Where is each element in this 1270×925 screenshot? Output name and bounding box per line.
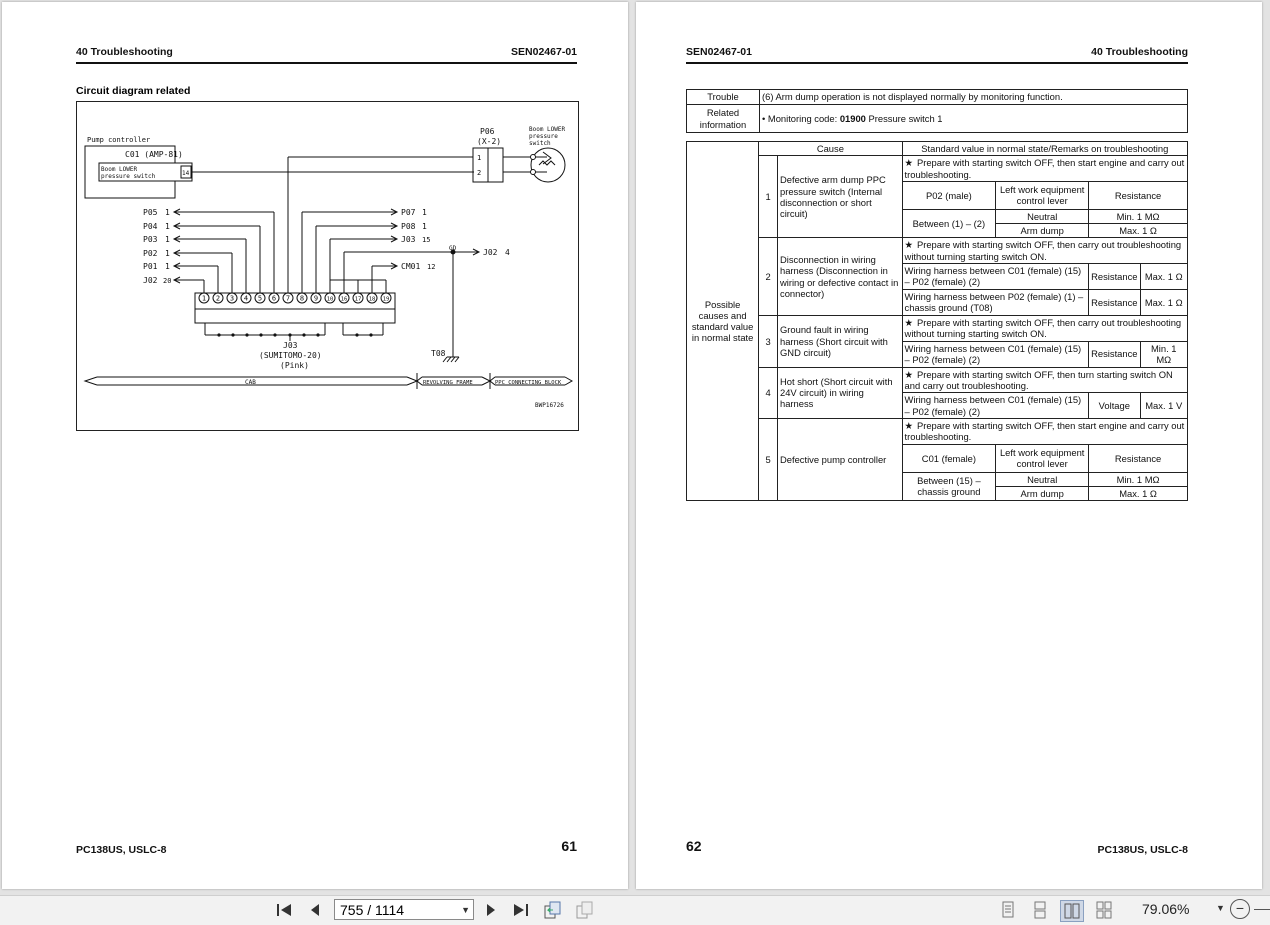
j03-sub-label: (SUMITOMO-20) — [259, 351, 322, 360]
pump-controller-label: Pump controller — [87, 136, 151, 144]
t08-label: T08 — [431, 349, 446, 358]
chevron-down-icon[interactable]: ▼ — [461, 905, 470, 915]
zoom-dropdown-icon[interactable]: ▼ — [1216, 903, 1225, 913]
monitoring-code: 01900 — [839, 112, 866, 124]
p04-label: P04 — [143, 222, 158, 231]
cause-5-note-text: Prepare with starting switch OFF, then start engine and carry out troubleshooting. — [904, 420, 1185, 443]
cause-4-note-text: Prepare with starting switch OFF, then turn starting switch ON and carry out troubleshooting. — [904, 368, 1173, 391]
connector-pin-label: 5 — [257, 294, 263, 303]
cause-2-note — [902, 238, 1187, 264]
cause-4-r1b: Voltage — [1089, 393, 1140, 419]
cause-3-text: Ground fault in wiring harness (Short circuit with GND circuit) — [778, 315, 903, 367]
header-section: 40 Troubleshooting — [1091, 46, 1188, 58]
cause-4-r1c: Max. 1 V — [1140, 393, 1187, 419]
c01-label: C01 (AMP-81) — [125, 150, 183, 159]
connector-pin-label: 19 — [382, 296, 390, 303]
possible-causes-label: Possible causes and standard value in normal state — [687, 142, 759, 501]
header-rule — [76, 62, 577, 64]
cause-5-r2b: Max. 1 Ω — [1089, 486, 1188, 500]
p07-pin: 1 — [422, 208, 427, 217]
two-page-view-icon[interactable] — [1060, 900, 1084, 922]
zoom-slider[interactable] — [1254, 909, 1270, 910]
page-number: 61 — [561, 838, 577, 854]
pressure-switch-line1: Boom LOWER — [529, 126, 566, 133]
cause-1-h1: P02 (male) — [902, 181, 996, 209]
related-label: Related information — [687, 105, 760, 133]
connector-pin-label: 1 — [201, 294, 207, 303]
two-page-continuous-icon[interactable] — [1093, 900, 1115, 920]
zoom-out-icon[interactable]: − — [1230, 899, 1250, 919]
cause-5-between: Between (15) – chassis ground — [902, 472, 996, 501]
cause-2-r1a: Wiring harness between C01 (female) (15) – P02 (female) (2) — [902, 263, 1089, 289]
p06-pin2: 2 — [477, 169, 482, 177]
p06-pin1: 1 — [477, 154, 482, 162]
footer-model: PC138US, USLC-8 — [1097, 844, 1188, 856]
star-icon: ★ — [904, 157, 913, 169]
figure-code: BWP16726 — [535, 402, 564, 409]
star-icon: ★ — [904, 368, 913, 380]
cause-1-text: Defective arm dump PPC pressure switch (Internal disconnection or short circuit) — [778, 156, 903, 238]
connector-pin-label: 17 — [354, 296, 362, 303]
single-page-view-icon[interactable] — [997, 900, 1019, 920]
cause-2-number: 2 — [759, 238, 778, 316]
cab-label: CAB — [245, 379, 256, 386]
section-title: Circuit diagram related — [76, 85, 191, 97]
cause-4-r1a: Wiring harness between C01 (female) (15) – P02 (female) (2) — [902, 393, 1089, 419]
p05-label: P05 — [143, 208, 158, 217]
p02-label: P02 — [143, 249, 158, 258]
j03-label: J03 — [283, 341, 298, 350]
prev-page-icon[interactable] — [304, 900, 326, 920]
boom-lower-switch-line1: Boom LOWER — [101, 166, 138, 173]
trouble-label: Trouble — [687, 90, 760, 105]
connector-pin-label: 2 — [215, 294, 221, 303]
cause-1-note — [902, 156, 1187, 182]
cause-1-between: Between (1) – (2) — [902, 209, 996, 238]
cause-3-r1b: Resistance — [1089, 341, 1140, 367]
p03-pin: 1 — [165, 235, 170, 244]
j03-right-pin: 15 — [422, 236, 431, 244]
zoom-level[interactable]: 79.06% — [1142, 901, 1190, 917]
trouble-table — [686, 89, 1188, 133]
related-prefix: • Monitoring code: — [762, 112, 840, 124]
causes-table — [686, 141, 1188, 501]
viewer-toolbar — [0, 895, 1270, 925]
connector-pin-label: 6 — [271, 294, 277, 303]
page-number-value: 755 / 1114 — [340, 902, 405, 918]
revolving-frame-label: REVOLVING FRAME — [423, 380, 473, 386]
connector-pin-label: 4 — [243, 294, 249, 303]
p01-label: P01 — [143, 262, 158, 271]
connector-pin-label: 8 — [299, 294, 305, 303]
j03-color-label: (Pink) — [280, 361, 309, 370]
header-doc-code: SEN02467-01 — [511, 46, 577, 58]
cause-5-r1a: Neutral — [996, 472, 1089, 486]
cause-3-note — [902, 315, 1187, 341]
cause-1-r2a: Arm dump — [996, 224, 1089, 238]
p04-pin: 1 — [165, 222, 170, 231]
connector-pin-label: 16 — [340, 296, 348, 303]
connector-pin-labels — [199, 293, 391, 303]
p05-pin: 1 — [165, 208, 170, 217]
cm01-pin: 12 — [427, 263, 436, 271]
p07-label: P07 — [401, 208, 416, 217]
cause-3-r1a: Wiring harness between C01 (female) (15) – P02 (female) (2) — [902, 341, 1089, 367]
circuit-diagram — [76, 101, 579, 431]
ppc-block-label: PPC CONNECTING BLOCK — [495, 380, 562, 386]
cause-4-number: 4 — [759, 367, 778, 419]
related-suffix: Pressure switch 1 — [865, 112, 943, 124]
cause-5-h2: Left work equipment control lever — [996, 444, 1089, 472]
cause-5-number: 5 — [759, 419, 778, 501]
j02-pin: 20 — [163, 277, 172, 285]
cause-1-r2b: Max. 1 Ω — [1089, 224, 1188, 238]
cause-5-note — [902, 419, 1187, 445]
pressure-switch-line2: pressure — [529, 133, 558, 140]
cause-5-text: Defective pump controller — [778, 419, 903, 501]
page-61 — [2, 2, 628, 889]
last-page-icon[interactable] — [510, 900, 532, 920]
j02-right-pin: 4 — [505, 248, 510, 257]
connector-pin-label: 3 — [229, 294, 235, 303]
cause-4-text: Hot short (Short circuit with 24V circuit) in wiring harness — [778, 367, 903, 419]
pin14-label: 14 — [182, 170, 190, 177]
p02-pin: 1 — [165, 249, 170, 258]
col-standard-header: Standard value in normal state/Remarks on troubleshooting — [902, 142, 1187, 156]
cause-3-r1c: Min. 1 MΩ — [1140, 341, 1187, 367]
j02-right-label: J02 — [483, 248, 498, 257]
p06-label: P06 — [480, 127, 495, 136]
page-62 — [636, 2, 1262, 889]
cause-4-note — [902, 367, 1187, 393]
connector-pin-label: 7 — [285, 294, 291, 303]
cause-2-r1c: Max. 1 Ω — [1140, 263, 1187, 289]
j02-label: J02 — [143, 276, 158, 285]
star-icon: ★ — [904, 420, 913, 432]
next-page-icon[interactable] — [480, 900, 502, 920]
footer-model: PC138US, USLC-8 — [76, 844, 167, 856]
connector-pin-label: 18 — [368, 296, 376, 303]
p01-pin: 1 — [165, 262, 170, 271]
cause-2-note-text: Prepare with starting switch OFF, then carry out troubleshooting without turning starting switch ON. — [904, 239, 1182, 262]
cause-5-r2a: Arm dump — [996, 486, 1089, 500]
first-page-icon[interactable] — [273, 900, 295, 920]
cause-3-note-text: Prepare with starting switch OFF, then carry out troubleshooting without turning starting switch ON. — [904, 316, 1182, 340]
continuous-view-icon[interactable] — [1029, 900, 1051, 920]
cause-1-h3: Resistance — [1089, 181, 1188, 209]
cause-1-r1a: Neutral — [996, 209, 1089, 223]
cause-2-r2a: Wiring harness between P02 (female) (1) – chassis ground (T08) — [902, 289, 1089, 315]
connector-pin-label: 10 — [326, 296, 334, 303]
pressure-switch-line3: switch — [529, 140, 551, 147]
p03-label: P03 — [143, 235, 158, 244]
related-info — [760, 105, 1188, 133]
cause-1-number: 1 — [759, 156, 778, 238]
cause-2-r2c: Max. 1 Ω — [1140, 289, 1187, 315]
cause-3-number: 3 — [759, 315, 778, 367]
cause-1-h2: Left work equipment control lever — [996, 181, 1089, 209]
star-icon: ★ — [904, 316, 913, 328]
insert-pages-icon[interactable] — [574, 900, 596, 920]
j03-connector-body — [195, 293, 395, 323]
cause-5-h1: C01 (female) — [902, 444, 996, 472]
page-number: 62 — [686, 838, 702, 854]
p06-sub-label: (X-2) — [477, 137, 502, 146]
cause-1-r1b: Min. 1 MΩ — [1089, 209, 1188, 223]
j03-right-label: J03 — [401, 235, 416, 244]
cause-1-note-text: Prepare with starting switch OFF, then start engine and carry out troubleshooting. — [904, 157, 1185, 180]
header-rule — [686, 62, 1188, 64]
cause-5-h3: Resistance — [1089, 444, 1188, 472]
star-icon: ★ — [904, 239, 913, 251]
cause-5-r1b: Min. 1 MΩ — [1089, 472, 1188, 486]
cause-2-r2b: Resistance — [1089, 289, 1140, 315]
gd-label: GD — [449, 245, 457, 252]
boom-lower-switch-line2: pressure switch — [101, 173, 156, 180]
cause-2-text: Disconnection in wiring harness (Disconnection in wiring or defective contact in connector) — [778, 238, 903, 316]
cause-2-r1b: Resistance — [1089, 263, 1140, 289]
col-cause-header: Cause — [759, 142, 902, 156]
extract-pages-icon[interactable] — [542, 900, 564, 920]
header-doc-code: SEN02467-01 — [686, 46, 752, 58]
p08-label: P08 — [401, 222, 416, 231]
header-section: 40 Troubleshooting — [76, 46, 173, 58]
connector-pin-label: 9 — [313, 294, 319, 303]
pressure-switch-symbol — [531, 148, 565, 182]
page-number-field[interactable] — [334, 899, 474, 920]
cm01-label: CM01 — [401, 262, 421, 271]
p08-pin: 1 — [422, 222, 427, 231]
trouble-text: (6) Arm dump operation is not displayed normally by monitoring function. — [760, 90, 1188, 105]
